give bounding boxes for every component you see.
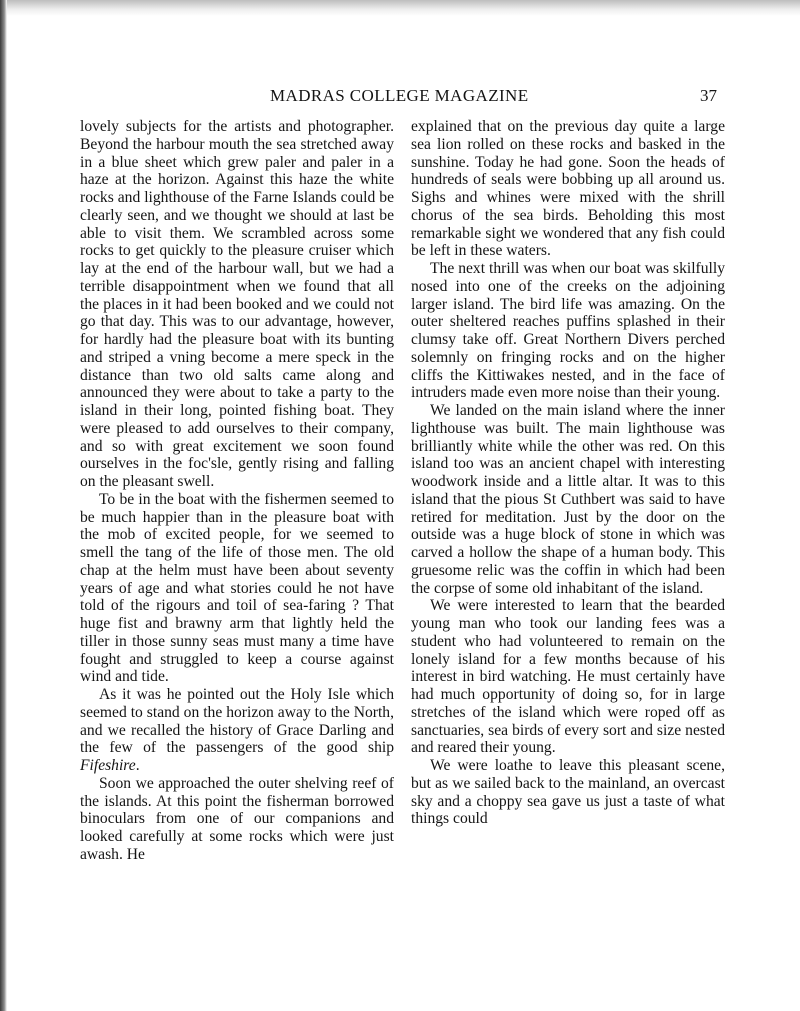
paragraph: To be in the boat with the fishermen seemed to be much happier than in the pleasure boat with the mob of excited people, for we seemed to smell the tang of the life of those men. The old chap at the helm must have been about seventy years of age and what stories could he not have told of the rigours and toil of sea-faring ? That huge fist and brawny arm that lightly held the tiller in those sunny seas must many a time have fought and struggled to keep a course against wind and tide. [80,490,394,686]
paragraph-text: As it was he pointed out the Holy Isle which seemed to stand on the horizon away to the North, and we recalled the history of Grace Darling and the few of the passengers of the good ship [80,686,394,757]
page-number: 37 [700,86,717,105]
paragraph: We were interested to learn that the bearded young man who took our landing fees was a student who had volunteered to remain on the lonely island for a few months because of his interest in bird watching. He must certainly have had much opportunity of doing so, for in large stretches of the island which were roped off as sanctuaries, sea birds of every sort and size nested and reared their young. [411,597,725,757]
paragraph: Soon we approached the outer shelving reef of the islands. At this point the fisherman borrowed binoculars from one of our companions and looked carefully at some rocks which were just awash. He [80,774,394,863]
paragraph: lovely subjects for the artists and photographer. Beyond the harbour mouth the sea stretched away in a blue sheet which grew paler and paler in a haze at the horizon. Against this haze the white rocks and lighthouse of the Farne Islands could be clearly seen, and we thought we should at last be able to visit them. We scrambled across some rocks to get quickly to the pleasure cruiser which lay at the end of the harbour wall, but we had a terrible disappointment when we found that all the places in it had been booked and we could not go that day. This was to our advantage, however, for hardly had the pleasure boat with its bunting and striped a vning become a mere speck in the distance than two old salts came along and announced they were about to take a party to the island in their long, pointed fishing boat. They were pleased to add ourselves to their company, and so with great excitement we soon found ourselves in the foc'sle, gently rising and falling on the pleasant swell. [80,118,394,490]
paragraph [80,686,394,775]
paragraph-text: . [135,757,140,774]
running-head: MADRAS COLLEGE MAGAZINE [270,86,529,105]
paragraph: explained that on the previous day quite a large sea lion rolled on these rocks and basked in the sunshine. Today he had gone. Soon the heads of hundreds of seals were bobbing up all around us. Sighs and whines were mixed with the shrill chorus of the sea birds. Beholding this most remarkable sight we wondered that any fish could be left in these waters. [411,118,725,260]
paragraph: We were loathe to leave this pleasant scene, but as we sailed back to the mainland, an overcast sky and a choppy sea gave us just a taste of what things could [411,757,725,828]
paragraph: We landed on the main island where the inner lighthouse was built. The main lighthouse was brilliantly white while the other was red. On this island too was an ancient chapel with interesting woodwork inside and a little altar. It was to this island that the pious St Cuthbert was said to have retired for meditation. Just by the door on the outside was a huge block of stone in which was carved a hollow the shape of a human body. This gruesome relic was the coffin in which had been the corpse of some old inhabitant of the island. [411,402,725,597]
left-column [80,118,394,864]
right-column [411,118,725,828]
paragraph: The next thrill was when our boat was skilfully nosed into one of the creeks on the adjoining larger island. The bird life was amazing. On the outer sheltered reaches puffins splashed in their clumsy take off. Great Northern Divers perched solemnly on fringing rocks and on the higher cliffs the Kittiwakes nested, and in the face of intruders made even more noise than their young. [411,260,725,402]
ship-name: Fifeshire [80,757,136,774]
